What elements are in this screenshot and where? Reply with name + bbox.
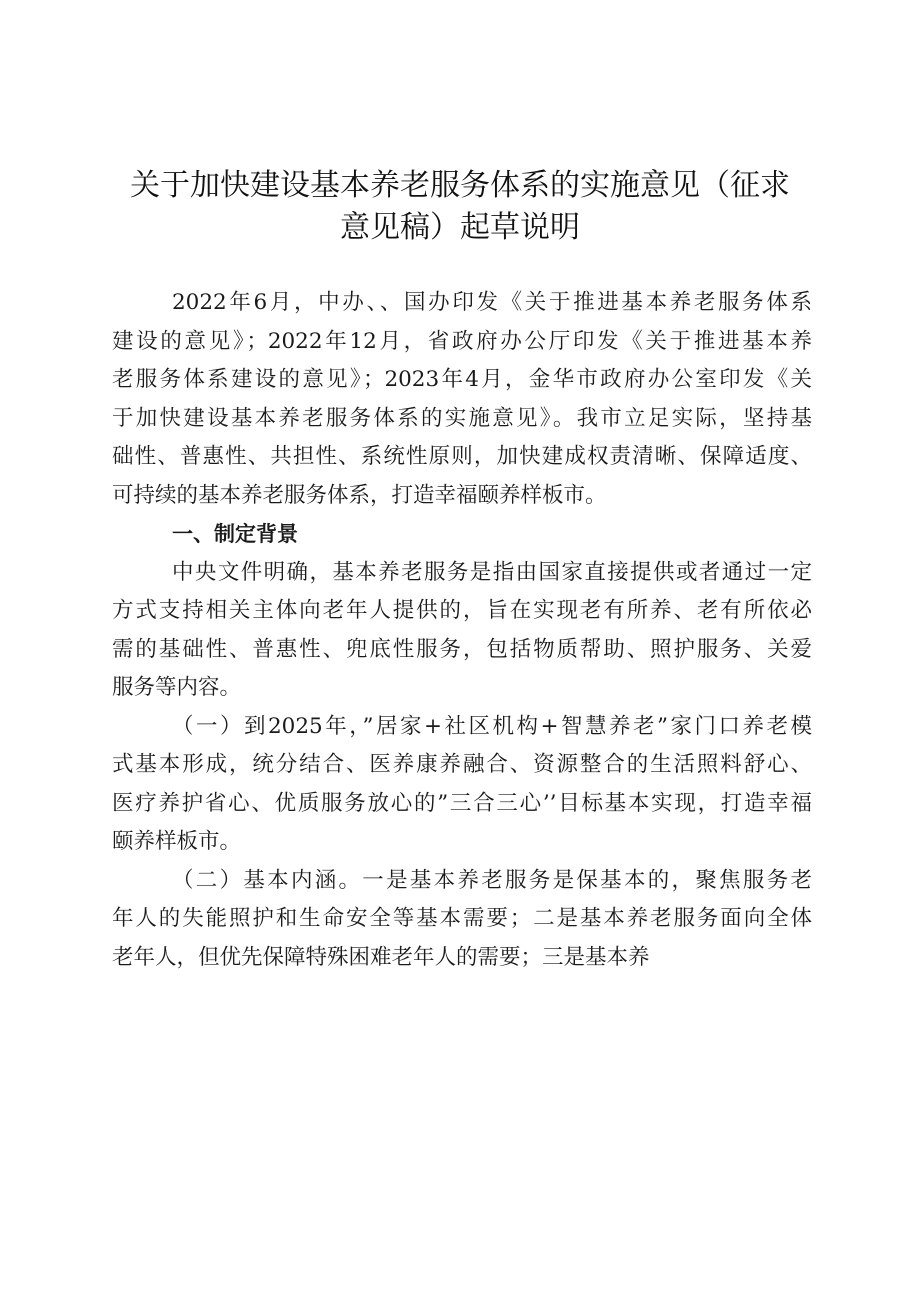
text-line: 方式支持相关主体向老年人提供的，旨在实现老有所养、老有所依必 xyxy=(112,598,812,623)
text-line: 可持续的基本养老服务体系，打造幸福颐养样板市。 xyxy=(112,482,607,508)
text-line: 医疗养护省心、优质服务放心的”三合三心’’目标基本实现，打造幸福 xyxy=(112,790,812,816)
background-paragraph xyxy=(112,554,812,708)
text-line: 颐养样板市。 xyxy=(112,829,242,854)
goal-paragraph xyxy=(112,708,812,862)
document-title xyxy=(110,165,810,249)
title-line: 意见稿）起草说明 xyxy=(340,210,580,245)
text-line: 式基本形成，统分结合、医养康养融合、资源整合的生活照料舒心、 xyxy=(112,752,812,777)
text-line: 建设的意见》；2022年12月，省政府办公厅印发《关于推进基本养 xyxy=(112,328,812,354)
text-line: 老服务体系建设的意见》；2023年4月，金华市政府办公室印发《关 xyxy=(112,367,812,392)
title-line: 关于加快建设基本养老服务体系的实施意见（征求 xyxy=(130,168,790,203)
section-heading-text: 一、制定背景 xyxy=(172,522,298,546)
text-line: 服务等内容。 xyxy=(112,675,242,700)
text-line: 中央文件明确，基本养老服务是指由国家直接提供或者通过一定 xyxy=(172,559,812,585)
text-line: 础性、普惠性、共担性、系统性原则，加快建成权责清晰、保障适度、 xyxy=(112,444,812,469)
text-line: 需的基础性、普惠性、兜底性服务，包括物质帮助、照护服务、关爱 xyxy=(112,636,812,662)
intro-paragraph xyxy=(112,284,812,515)
text-line: 于加快建设基本养老服务体系的实施意见》。我市立足实际，坚持基 xyxy=(112,405,812,431)
text-line: 年人的失能照护和生命安全等基本需要；二是基本养老服务面向全体 xyxy=(112,906,812,931)
text-line: 2022年6月，中办、、国办印发《关于推进基本养老服务体系 xyxy=(172,290,812,315)
document-body xyxy=(112,284,812,977)
connotation-paragraph xyxy=(112,862,812,978)
section-heading xyxy=(112,515,812,554)
text-line: （一）到2025年，”居家+社区机构+智慧养老”家门口养老模 xyxy=(172,713,812,739)
text-line: 老年人，但优先保障特殊困难老年人的需要；三是基本养 xyxy=(112,944,650,970)
text-line: （二）基本内涵。一是基本养老服务是保基本的，聚焦服务老 xyxy=(172,867,812,893)
